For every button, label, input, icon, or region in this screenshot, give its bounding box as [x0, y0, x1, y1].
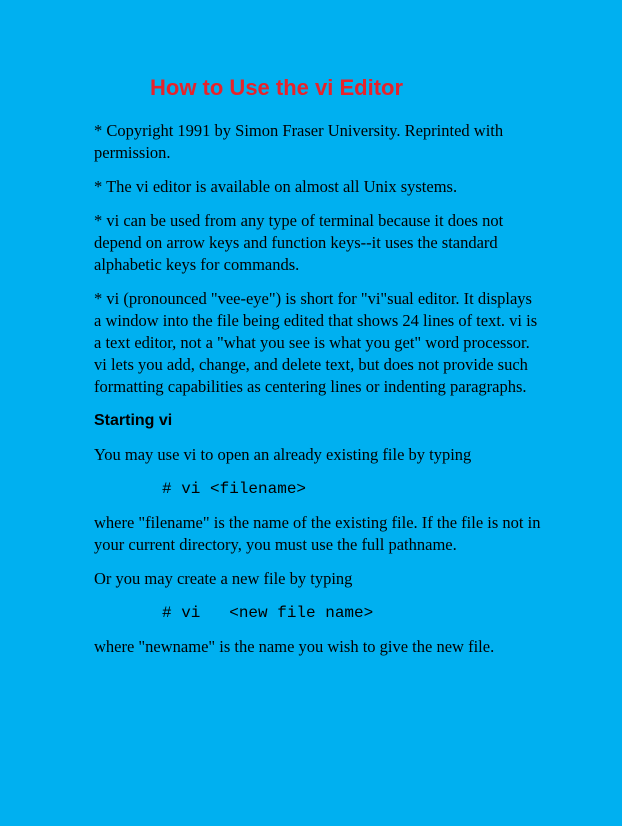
- new-file-command: # vi <new file name>: [162, 604, 374, 622]
- open-file-command: # vi <filename>: [162, 480, 307, 498]
- open-file-intro: You may use vi to open an already existing file by typing: [94, 445, 472, 464]
- new-file-explanation: where "newname" is the name you wish to give the new file.: [94, 637, 495, 656]
- open-file-explanation: where "filename" is the name of the existing file. If the file is not in your current directory, you must use the full pathname.: [94, 513, 541, 554]
- copyright-paragraph: * Copyright 1991 by Simon Fraser University. Reprinted with permission.: [94, 121, 504, 162]
- description-paragraph: * vi (pronounced "vee-eye") is short for "vi"sual editor. It displays a window into the file being edited that shows 24 lines of text. vi is a text editor, not a "what you see is what you get" word processor. vi lets you add, change, and delete text, but does not provide such formatting capabilities as centering lines or indenting paragraphs.: [94, 289, 538, 396]
- document-body: [94, 120, 542, 670]
- document-title: How to Use the vi Editor: [150, 75, 404, 100]
- availability-paragraph: * The vi editor is available on almost all Unix systems.: [94, 177, 458, 196]
- terminal-paragraph: * vi can be used from any type of terminal because it does not depend on arrow keys and function keys--it uses the standard alphabetic keys for commands.: [94, 211, 504, 274]
- section-heading: Starting vi: [94, 412, 173, 429]
- new-file-intro: Or you may create a new file by typing: [94, 569, 353, 588]
